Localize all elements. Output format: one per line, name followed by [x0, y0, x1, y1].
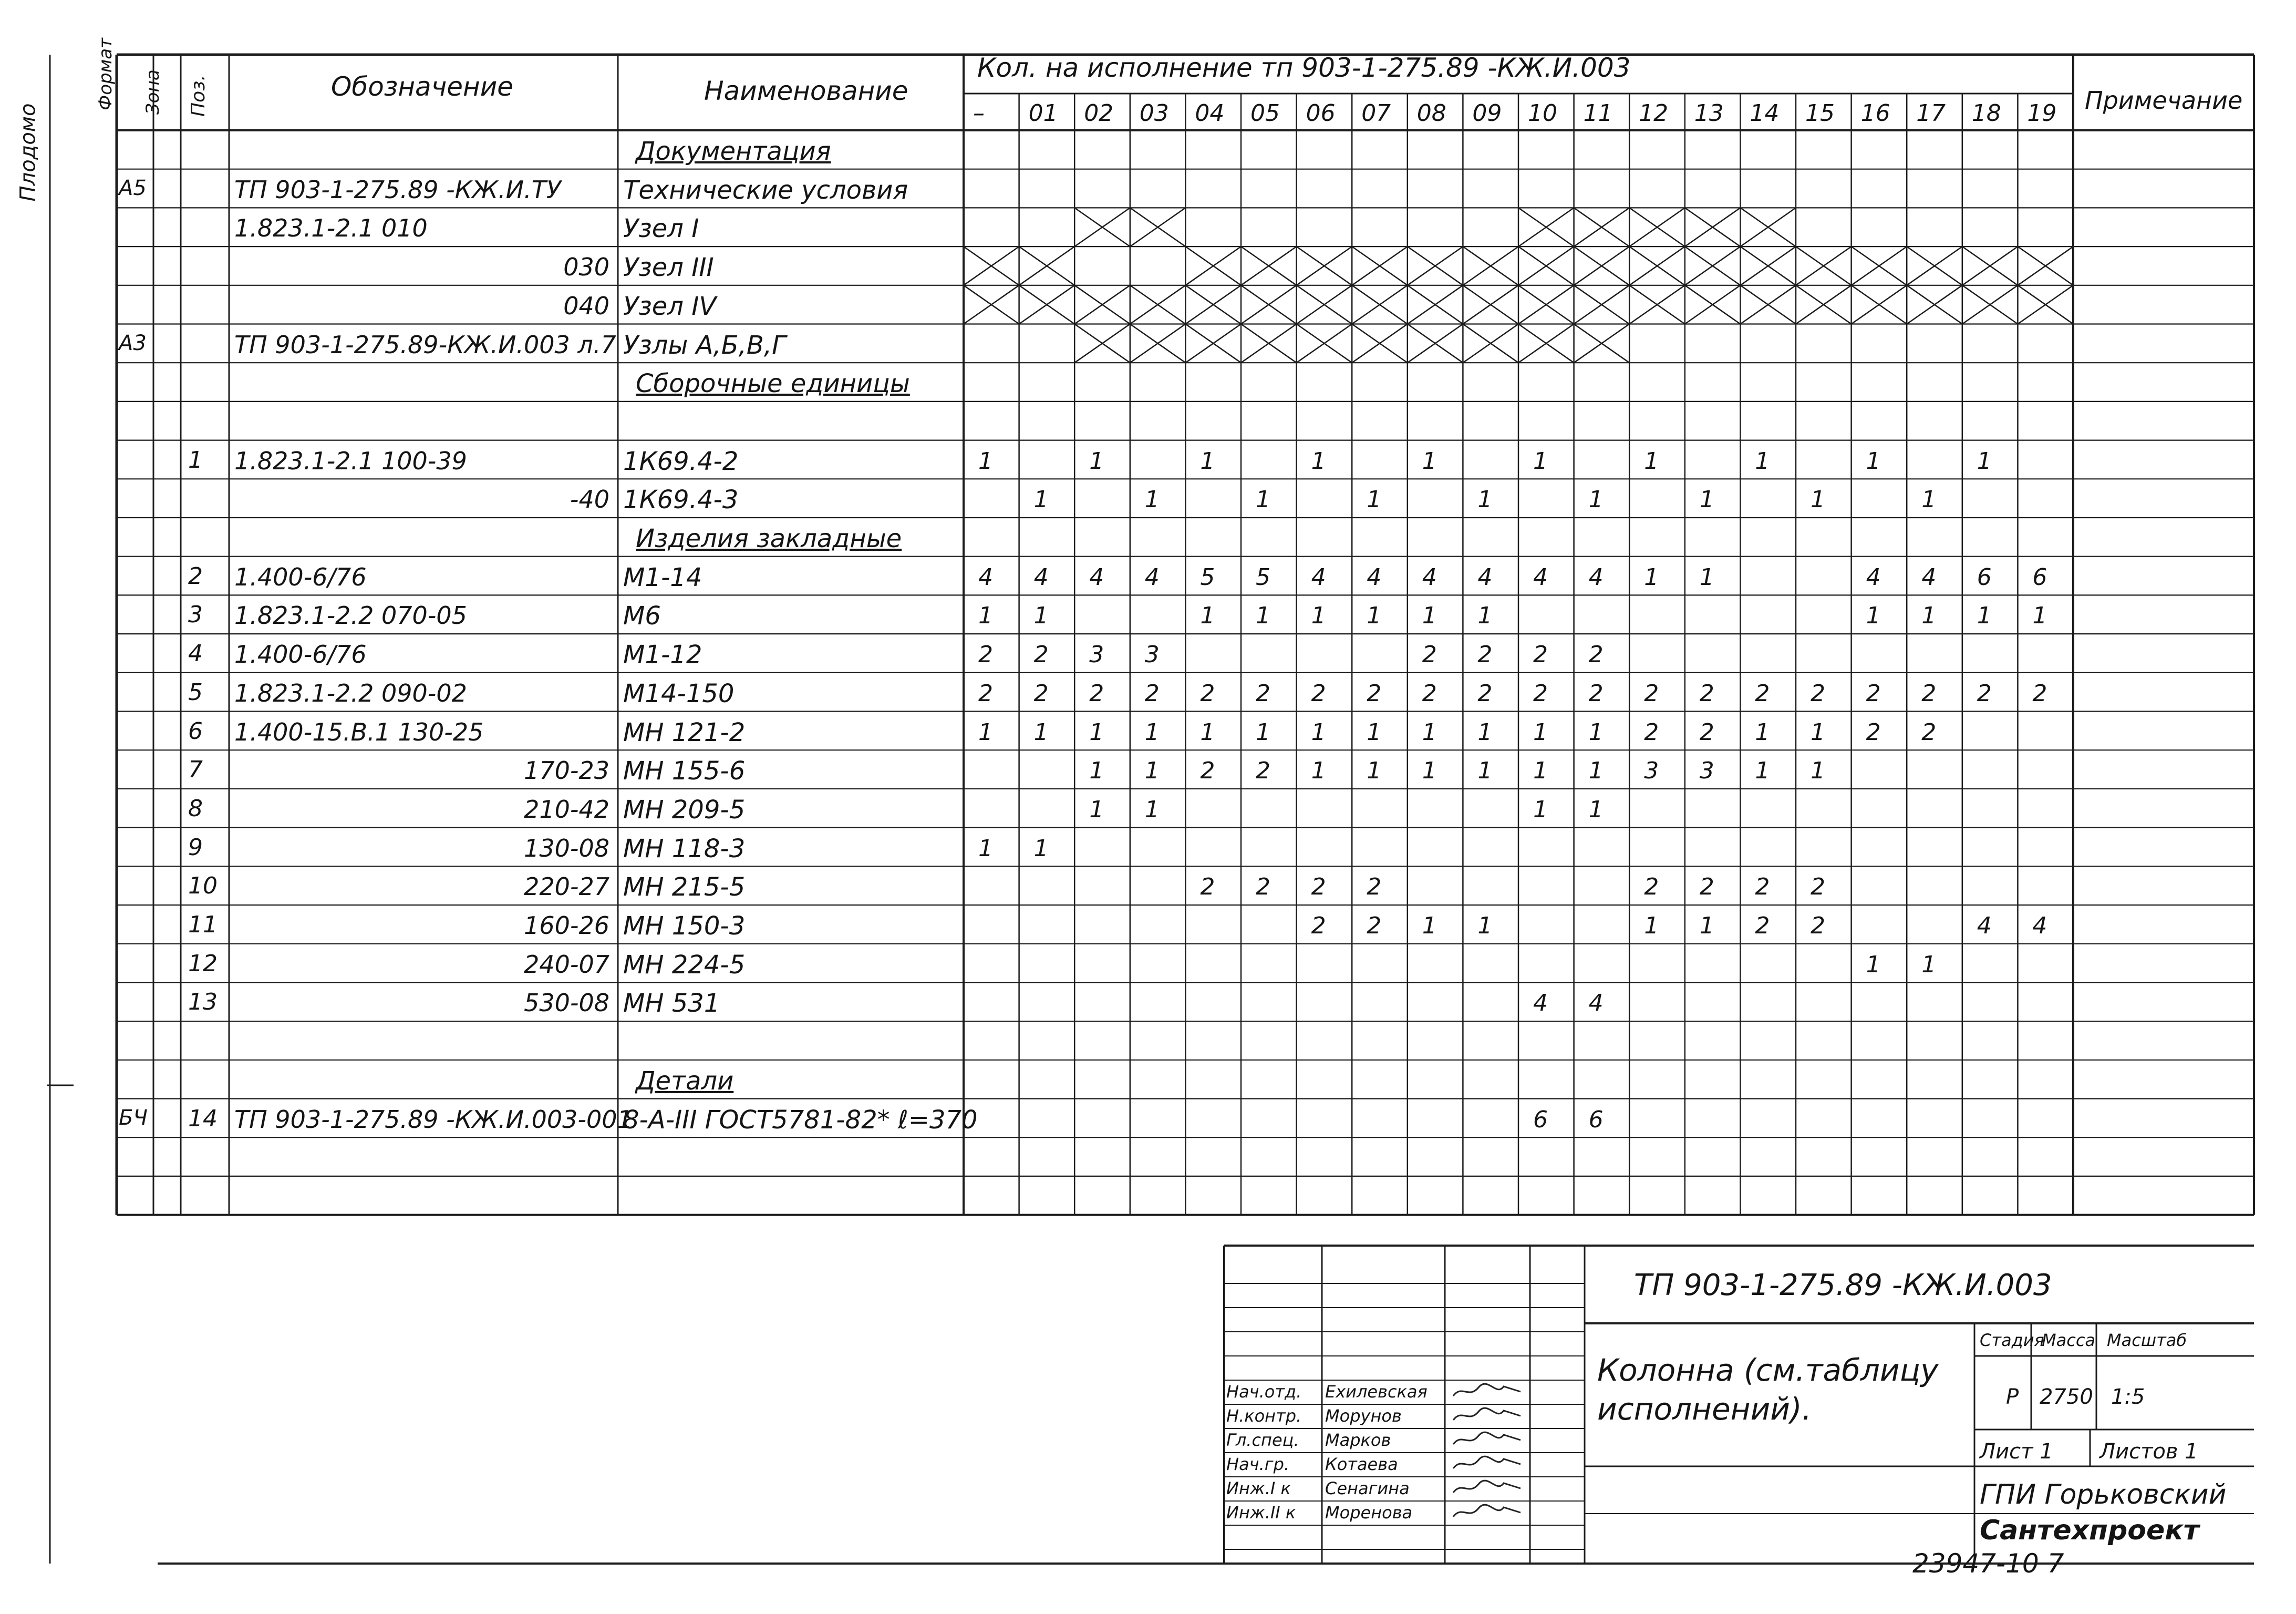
quantity-cell: 1 [1311, 447, 1326, 475]
quantity-cell: 1 [1256, 602, 1270, 630]
quantity-cell: 1 [1033, 718, 1049, 746]
row-designation: ТП 903-1-275.89 -КЖ.И.003-001 [234, 1105, 633, 1134]
margin-label: Плодомо [16, 103, 40, 202]
row-name: МН 224-5 [623, 950, 746, 980]
row-name: 1К69.4-2 [623, 446, 739, 476]
quantity-cell: 4 [1921, 563, 1937, 591]
variant-header: 10 [1528, 100, 1557, 127]
row-name: МН 150-3 [623, 911, 746, 941]
row-name: Узел III [623, 253, 714, 283]
quantity-cell: 1 [1422, 447, 1437, 475]
quantity-cell: 1 [1866, 951, 1881, 978]
quantity-cell: 2 [1644, 873, 1659, 901]
row-designation: 210-42 [524, 795, 609, 824]
row-designation: ТП 903-1-275.89-КЖ.И.003 л.7 [234, 330, 616, 359]
row-name: МН 531 [623, 989, 720, 1019]
quantity-cell: 1 [1921, 602, 1937, 630]
signature-role: Н.контр. [1226, 1406, 1302, 1426]
row-designation: 1.823.1-2.1 010 [234, 214, 428, 243]
quantity-cell: 2 [1422, 680, 1437, 707]
quantity-cell: 4 [1422, 563, 1437, 591]
row-name: 8-А-III ГОСТ5781-82* ℓ=370 [623, 1105, 978, 1135]
quantity-cell: 2 [1699, 680, 1714, 707]
row-designation: 1.400-15.В.1 130-25 [234, 717, 484, 746]
variant-header: 09 [1472, 100, 1502, 127]
quantity-cell: 2 [1921, 680, 1937, 707]
quantity-cell: 1 [1422, 602, 1437, 630]
variant-header: 03 [1139, 100, 1169, 127]
signature-name: Моренова [1325, 1503, 1413, 1523]
signature-name: Котаева [1325, 1454, 1398, 1474]
quantity-cell: 2 [1866, 680, 1881, 707]
quantity-cell: 1 [1921, 486, 1937, 513]
quantity-cell: 1 [1033, 602, 1049, 630]
quantity-cell: 1 [1533, 718, 1548, 746]
quantity-cell: 1 [1921, 951, 1937, 978]
row-designation: 170-23 [524, 756, 609, 785]
mass-value: 2750 [2040, 1385, 2093, 1409]
quantity-cell: 6 [1588, 1106, 1604, 1133]
quantity-cell: 2 [1033, 641, 1049, 669]
quantity-cell: 1 [1588, 796, 1604, 823]
quantity-cell: 1 [1089, 796, 1104, 823]
row-name: М14-150 [623, 679, 735, 708]
quantity-cell: 2 [1311, 912, 1326, 939]
sheet-label: Лист 1 [1980, 1440, 2053, 1464]
quantity-cell: 2 [978, 680, 993, 707]
quantity-cell: 3 [1144, 641, 1160, 669]
row-name: Узел I [623, 214, 699, 244]
quantity-cell: 4 [1144, 563, 1160, 591]
signature-name: Марков [1325, 1430, 1391, 1450]
header-format: Формат [95, 38, 116, 110]
row-format: БЧ [119, 1105, 148, 1130]
quantity-cell: 1 [1644, 563, 1659, 591]
variant-header: 15 [1805, 100, 1835, 127]
quantity-cell: 1 [1699, 486, 1714, 513]
row-position: 11 [188, 911, 218, 938]
quantity-cell: 2 [1200, 757, 1215, 785]
variant-header: 02 [1084, 100, 1114, 127]
quantity-cell: 1 [1755, 447, 1770, 475]
row-format: А5 [119, 176, 147, 200]
quantity-cell: 2 [1644, 680, 1659, 707]
row-name: МН 118-3 [623, 834, 746, 863]
quantity-cell: 1 [1477, 912, 1493, 939]
quantity-cell: 1 [1200, 602, 1215, 630]
row-format: А3 [119, 331, 147, 355]
quantity-cell: 1 [1866, 602, 1881, 630]
quantity-cell: 1 [1533, 447, 1548, 475]
section-title: Изделия закладные [636, 524, 902, 553]
quantity-cell: 1 [1811, 486, 1825, 513]
quantity-cell: 2 [1811, 680, 1825, 707]
quantity-cell: 1 [1811, 757, 1825, 785]
row-position: 7 [188, 756, 203, 784]
quantity-cell: 4 [1533, 563, 1548, 591]
quantity-cell: 1 [1588, 718, 1604, 746]
row-designation: 130-08 [524, 834, 609, 862]
doc-code: ТП 903-1-275.89 -КЖ.И.003 [1634, 1268, 2052, 1302]
row-designation: 240-07 [524, 950, 609, 979]
quantity-cell: 1 [1033, 486, 1049, 513]
variant-header: 01 [1028, 100, 1058, 127]
row-designation: 1.823.1-2.2 090-02 [234, 679, 467, 707]
signature-name: Сенагина [1325, 1478, 1410, 1498]
variant-header: 08 [1416, 100, 1446, 127]
row-name: Технические условия [623, 175, 908, 205]
quantity-cell: 1 [1755, 757, 1770, 785]
org-line2: Сантехпроект [1980, 1515, 2199, 1546]
quantity-cell: 6 [1977, 563, 1992, 591]
row-position: 14 [188, 1105, 218, 1132]
quantity-cell: 1 [1422, 718, 1437, 746]
quantity-cell: 1 [1477, 757, 1493, 785]
quantity-cell: 4 [1033, 563, 1049, 591]
variant-header: 04 [1195, 100, 1225, 127]
quantity-cell: 2 [1866, 718, 1881, 746]
quantity-cell: 6 [2032, 563, 2047, 591]
row-position: 13 [188, 989, 218, 1016]
quantity-cell: 4 [978, 563, 993, 591]
stage-label: Стадия [1980, 1330, 2044, 1350]
row-designation: 1.823.1-2.1 100-39 [234, 446, 467, 475]
quantity-cell: 2 [1811, 873, 1825, 901]
variant-header: 12 [1639, 100, 1669, 127]
quantity-cell: 1 [1422, 757, 1437, 785]
variant-header: 06 [1306, 100, 1336, 127]
variant-header: 13 [1694, 100, 1724, 127]
variant-header: 05 [1250, 100, 1280, 127]
quantity-cell: 2 [1477, 641, 1493, 669]
quantity-cell: 4 [1311, 563, 1326, 591]
quantity-cell: 4 [1367, 563, 1382, 591]
header-name: Наименование [704, 76, 908, 106]
row-position: 3 [188, 601, 203, 629]
quantity-cell: 1 [1866, 447, 1881, 475]
footer-number: 23947-10 7 [1912, 1548, 2064, 1579]
signature-role: Нач.гр. [1226, 1454, 1290, 1474]
quantity-cell: 2 [1477, 680, 1493, 707]
row-name: Узлы А,Б,В,Г [623, 330, 786, 360]
quantity-cell: 1 [1256, 486, 1270, 513]
quantity-cell: 1 [1644, 912, 1659, 939]
quantity-cell: 2 [1033, 680, 1049, 707]
quantity-cell: 1 [1144, 796, 1160, 823]
quantity-cell: 1 [1588, 757, 1604, 785]
quantity-cell: 2 [1588, 641, 1604, 669]
row-position: 4 [188, 640, 203, 667]
signature-role: Инж.II к [1226, 1503, 1296, 1523]
quantity-cell: 1 [1311, 757, 1326, 785]
quantity-cell: 1 [1367, 718, 1382, 746]
quantity-cell: 1 [1699, 912, 1714, 939]
quantity-cell: 3 [1699, 757, 1714, 785]
quantity-cell: 2 [1422, 641, 1437, 669]
quantity-cell: 2 [1755, 912, 1770, 939]
quantity-cell: 2 [1367, 912, 1382, 939]
signature-name: Морунов [1325, 1406, 1402, 1426]
row-name: МН 215-5 [623, 872, 746, 902]
quantity-cell: 2 [1755, 680, 1770, 707]
quantity-cell: 2 [1533, 641, 1548, 669]
quantity-cell: 1 [978, 718, 993, 746]
row-designation: 1.823.1-2.2 070-05 [234, 601, 467, 630]
quantity-cell: 2 [1644, 718, 1659, 746]
signature-name: Ехилевская [1325, 1382, 1428, 1402]
section-title: Сборочные единицы [636, 369, 910, 399]
quantity-cell: 1 [1533, 757, 1548, 785]
row-designation: 030 [563, 253, 609, 282]
quantity-cell: 1 [1200, 718, 1215, 746]
quantity-cell: 1 [978, 835, 993, 862]
quantity-cell: 4 [2032, 912, 2047, 939]
quantity-cell: 2 [1311, 873, 1326, 901]
quantity-cell: 2 [1367, 680, 1382, 707]
row-position: 5 [188, 679, 203, 706]
row-position: 2 [188, 562, 203, 590]
stage-value: Р [2006, 1385, 2019, 1409]
quantity-cell: 1 [1588, 486, 1604, 513]
quantity-cell: 1 [1144, 486, 1160, 513]
sheets-label: Листов 1 [2100, 1440, 2198, 1464]
quantity-cell: 1 [1089, 757, 1104, 785]
variant-header: 17 [1916, 100, 1946, 127]
variant-header: 11 [1583, 100, 1613, 127]
quantity-cell: 1 [1311, 718, 1326, 746]
quantity-cell: 2 [1755, 873, 1770, 901]
variant-header: 14 [1750, 100, 1780, 127]
quantity-cell: 2 [1533, 680, 1548, 707]
quantity-cell: 1 [1256, 718, 1270, 746]
variant-header: 16 [1860, 100, 1890, 127]
scale-label: Масштаб [2107, 1330, 2187, 1350]
header-notes: Примечание [2085, 86, 2243, 115]
quantity-cell: 2 [1699, 718, 1714, 746]
signature-role: Нач.отд. [1226, 1382, 1302, 1402]
quantity-cell: 1 [1477, 486, 1493, 513]
quantity-cell: 4 [1588, 990, 1604, 1017]
quantity-cell: 2 [1256, 757, 1270, 785]
handwritten-signature [1451, 1502, 1525, 1525]
scale-value: 1:5 [2111, 1385, 2145, 1409]
row-position: 10 [188, 872, 218, 900]
row-designation: ТП 903-1-275.89 -КЖ.И.ТУ [234, 175, 561, 204]
quantity-cell: 2 [978, 641, 993, 669]
row-designation: 220-27 [524, 872, 609, 901]
row-designation: 1.400-6/76 [234, 562, 367, 591]
section-title: Документация [636, 137, 831, 166]
doc-title-line2: исполнений). [1597, 1391, 1812, 1427]
variant-header: 18 [1971, 100, 2001, 127]
org-line1: ГПИ Горьковский [1980, 1479, 2227, 1510]
quantity-cell: 1 [2032, 602, 2047, 630]
quantity-cell: 1 [1089, 447, 1104, 475]
quantity-cell: 4 [1866, 563, 1881, 591]
variant-header: – [973, 100, 985, 127]
row-designation: -40 [570, 485, 609, 514]
quantity-cell: 1 [1533, 796, 1548, 823]
quantity-cell: 1 [978, 447, 993, 475]
row-name: М1-14 [623, 562, 702, 592]
signature-role: Гл.спец. [1226, 1430, 1299, 1450]
header-variants-caption: Кол. на исполнение тп 903-1-275.89 -КЖ.И.003 [977, 53, 1631, 83]
quantity-cell: 2 [1256, 873, 1270, 901]
row-name: МН 155-6 [623, 756, 746, 786]
quantity-cell: 4 [1477, 563, 1493, 591]
quantity-cell: 2 [1200, 873, 1215, 901]
quantity-cell: 1 [978, 602, 993, 630]
header-pos: Поз. [188, 75, 209, 117]
quantity-cell: 2 [1311, 680, 1326, 707]
quantity-cell: 2 [1699, 873, 1714, 901]
handwritten-signature [1451, 1405, 1525, 1428]
row-name: МН 121-2 [623, 717, 746, 747]
quantity-cell: 1 [1089, 718, 1104, 746]
handwritten-signature [1451, 1381, 1525, 1404]
quantity-cell: 2 [1367, 873, 1382, 901]
quantity-cell: 3 [1644, 757, 1659, 785]
quantity-cell: 2 [1588, 680, 1604, 707]
handwritten-signature [1451, 1454, 1525, 1477]
quantity-cell: 1 [1311, 602, 1326, 630]
quantity-cell: 5 [1200, 563, 1215, 591]
quantity-cell: 1 [1422, 912, 1437, 939]
row-name: Узел IV [623, 291, 717, 321]
variant-header: 07 [1361, 100, 1391, 127]
quantity-cell: 2 [1811, 912, 1825, 939]
quantity-cell: 2 [1200, 680, 1215, 707]
header-zone: Зона [142, 69, 163, 115]
quantity-cell: 5 [1256, 563, 1270, 591]
handwritten-signature [1451, 1430, 1525, 1453]
row-name: 1К69.4-3 [623, 485, 739, 515]
handwritten-signature [1451, 1478, 1525, 1501]
quantity-cell: 3 [1089, 641, 1104, 669]
quantity-cell: 2 [1144, 680, 1160, 707]
header-designation: Обозначение [331, 71, 513, 102]
section-title: Детали [636, 1066, 734, 1096]
quantity-cell: 1 [1200, 447, 1215, 475]
quantity-cell: 1 [1977, 447, 1992, 475]
quantity-cell: 1 [1144, 718, 1160, 746]
row-position: 9 [188, 834, 203, 861]
doc-title-line1: Колонна (см.таблицу [1597, 1352, 1939, 1388]
row-position: 12 [188, 950, 218, 977]
row-name: М1-12 [623, 640, 702, 670]
row-designation: 040 [563, 291, 609, 320]
quantity-cell: 1 [1367, 757, 1382, 785]
quantity-cell: 2 [1256, 680, 1270, 707]
row-position: 1 [188, 446, 203, 474]
quantity-cell: 1 [1755, 718, 1770, 746]
quantity-cell: 2 [1977, 680, 1992, 707]
quantity-cell: 2 [1921, 718, 1937, 746]
variant-header: 19 [2027, 100, 2057, 127]
row-designation: 530-08 [524, 989, 609, 1017]
quantity-cell: 4 [1588, 563, 1604, 591]
row-name: МН 209-5 [623, 795, 746, 825]
row-position: 8 [188, 795, 203, 822]
quantity-cell: 2 [2032, 680, 2047, 707]
quantity-cell: 4 [1977, 912, 1992, 939]
quantity-cell: 6 [1533, 1106, 1548, 1133]
quantity-cell: 1 [1644, 447, 1659, 475]
quantity-cell: 1 [1811, 718, 1825, 746]
quantity-cell: 1 [1699, 563, 1714, 591]
quantity-cell: 1 [1367, 486, 1382, 513]
row-position: 6 [188, 717, 203, 745]
signature-role: Инж.I к [1226, 1478, 1291, 1498]
quantity-cell: 1 [1033, 835, 1049, 862]
row-designation: 1.400-6/76 [234, 640, 367, 669]
mass-label: Масса [2042, 1330, 2096, 1350]
quantity-cell: 1 [1144, 757, 1160, 785]
quantity-cell: 2 [1089, 680, 1104, 707]
quantity-cell: 1 [1477, 602, 1493, 630]
quantity-cell: 4 [1089, 563, 1104, 591]
quantity-cell: 1 [1477, 718, 1493, 746]
row-designation: 160-26 [524, 911, 609, 940]
quantity-cell: 4 [1533, 990, 1548, 1017]
quantity-cell: 1 [1977, 602, 1992, 630]
row-name: М6 [623, 601, 661, 631]
quantity-cell: 1 [1367, 602, 1382, 630]
